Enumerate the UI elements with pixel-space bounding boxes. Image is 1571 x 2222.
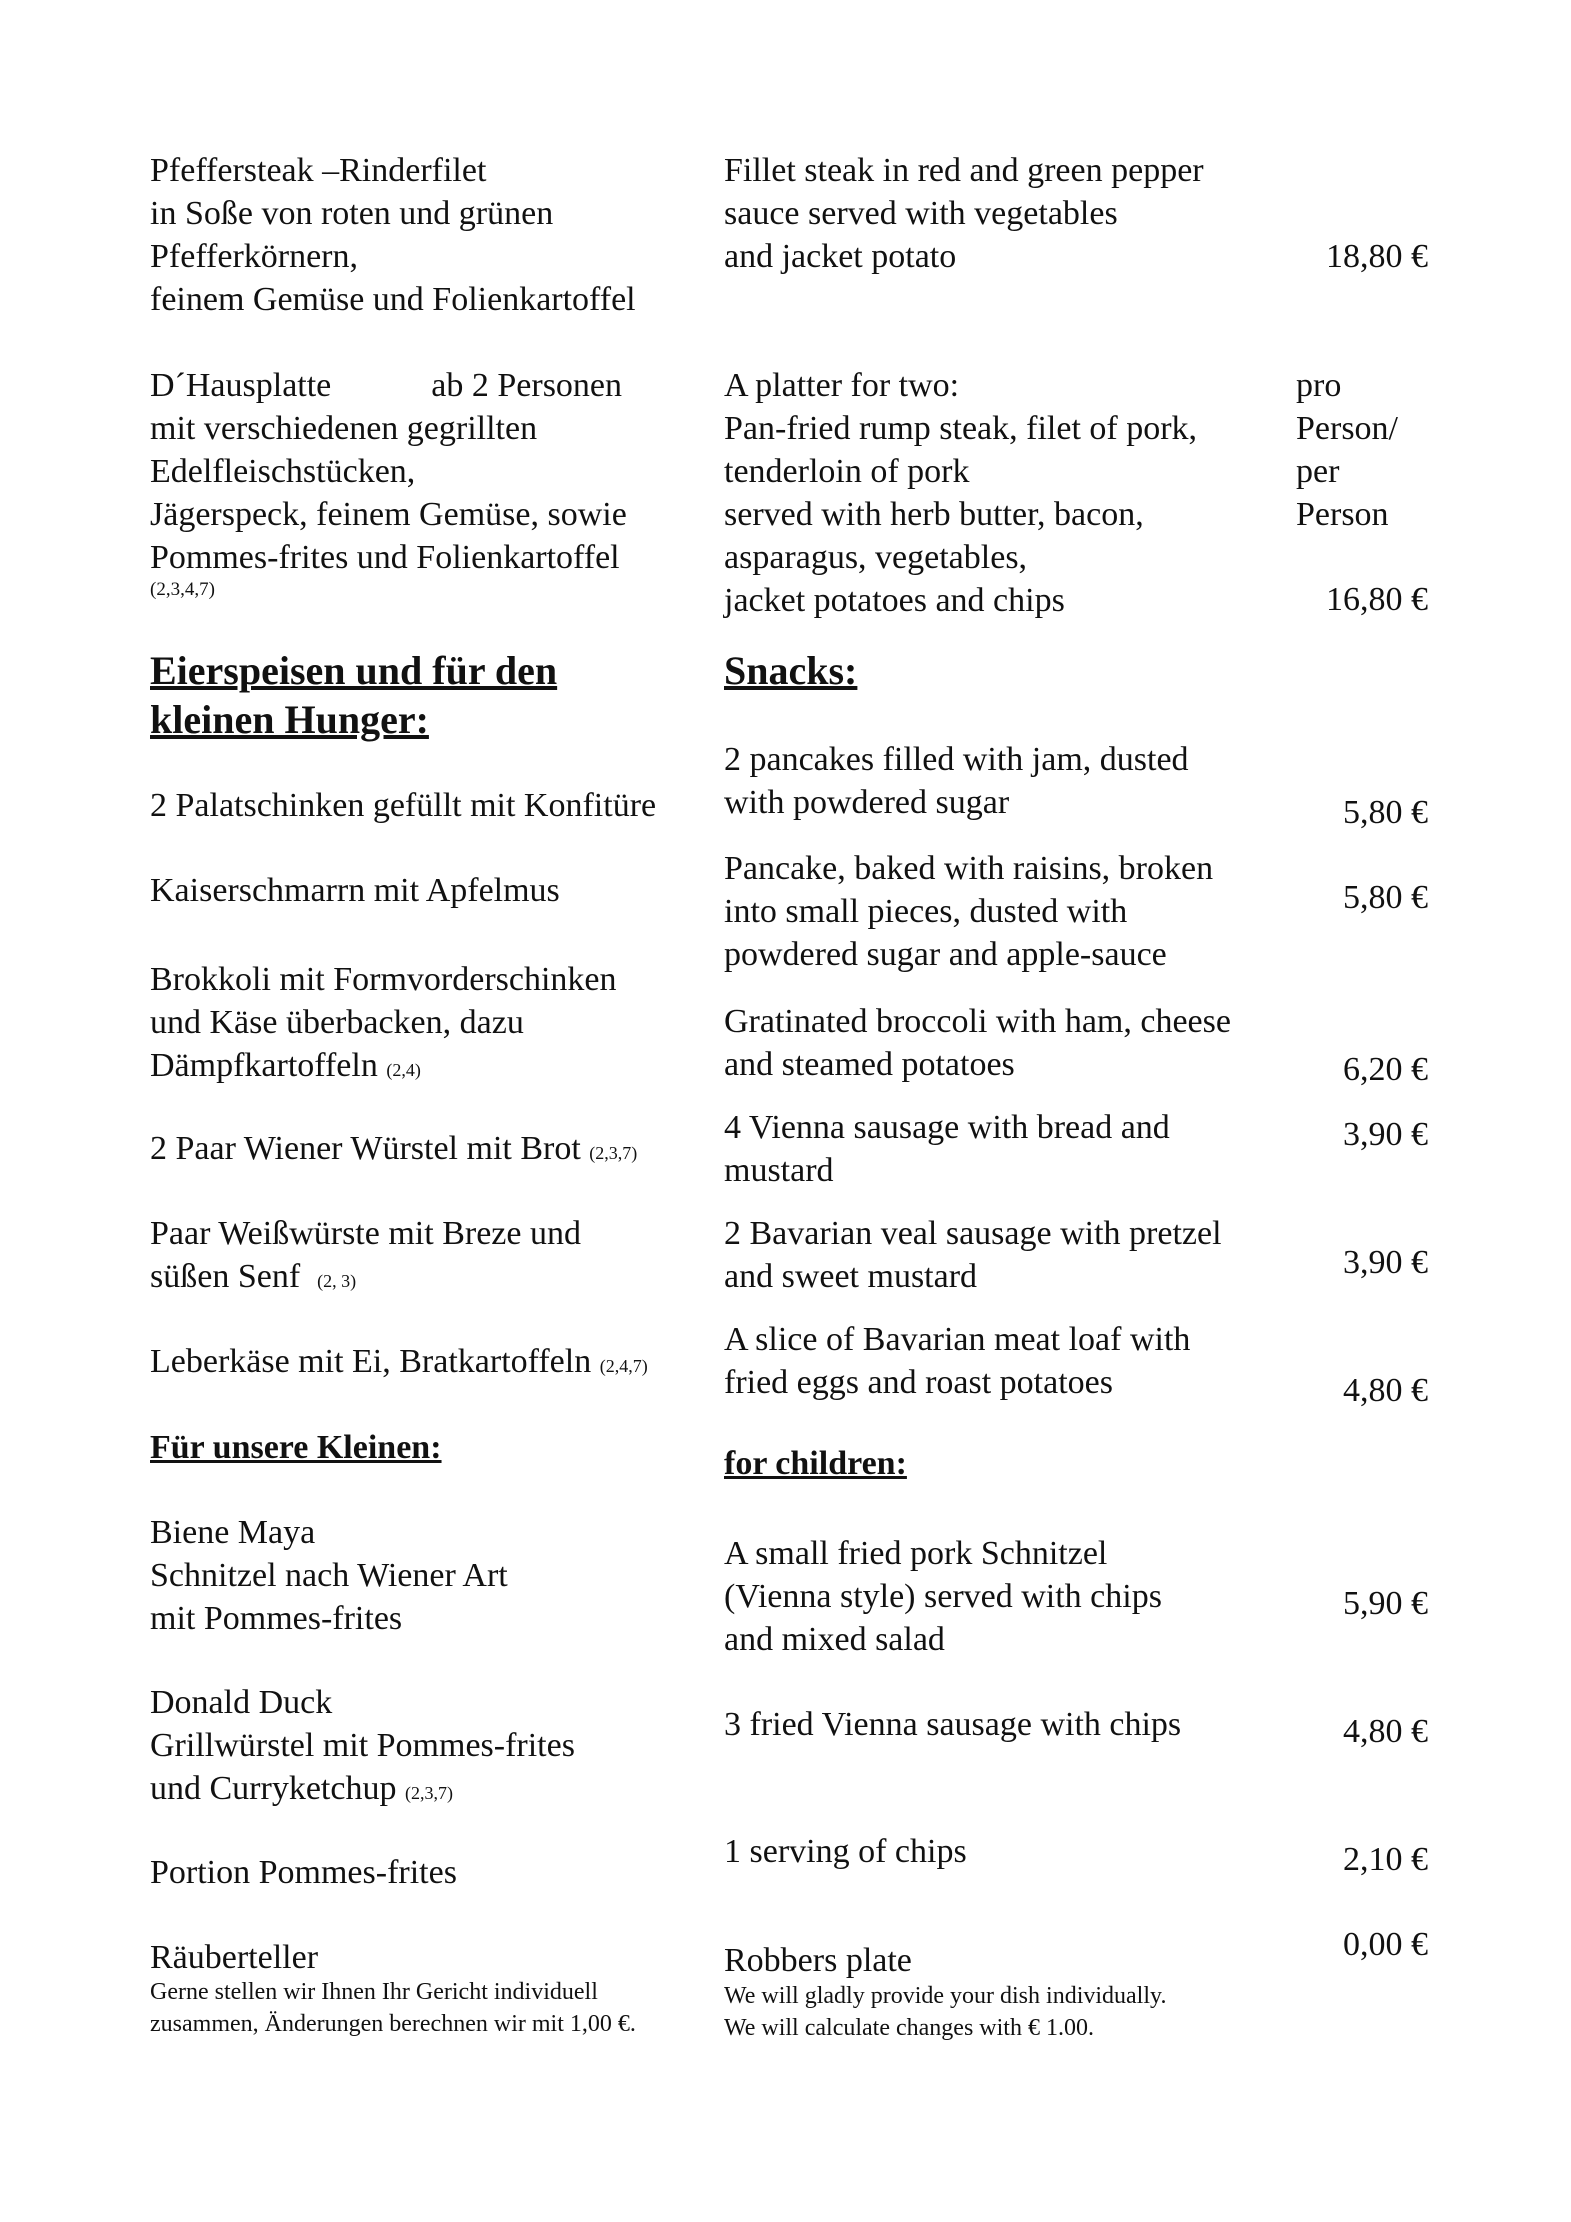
- egg-item-5-price: 3,90 €: [1343, 1244, 1428, 1281]
- kids-item-3-en: 1 serving of chips: [724, 1833, 967, 1870]
- kids-item-1-en: A small fried pork Schnitzel (Vienna style) served with chips and mixed salad: [724, 1535, 1162, 1658]
- egg-item-4-allergen-note: (2,3,7): [589, 1143, 638, 1163]
- egg-item-5-en: 2 Bavarian veal sausage with pretzel and sweet mustard: [724, 1215, 1222, 1295]
- egg-item-6-en: A slice of Bavarian meat loaf with fried eggs and roast potatoes: [724, 1321, 1191, 1401]
- egg-item-6-allergen-note: (2,4,7): [599, 1356, 648, 1376]
- robbers-en-title: Robbers plate: [724, 1942, 912, 1979]
- platter-de-description: D´Hausplatte ab 2 Personen mit verschiedenen gegrillten Edelfleischstücken, Jägerspeck, feinem Gemüse, sowie Pommes-frites und Folienkartoffel: [150, 367, 627, 576]
- egg-item-3-price: 6,20 €: [1343, 1051, 1428, 1088]
- kids-item-3-price: 2,10 €: [1343, 1841, 1428, 1878]
- egg-item-1-de: 2 Palatschinken gefüllt mit Konfitüre: [150, 787, 657, 824]
- platter-en-description: A platter for two: Pan-fried rump steak, filet of pork, tenderloin of pork served with herb butter, bacon, asparagus, vegetables, jacket potatoes and chips: [724, 367, 1198, 619]
- kids-item-2-de: Donald Duck Grillwürstel mit Pommes-frites und Curryketchup (2,3,7): [150, 1684, 575, 1807]
- kids-heading-de: Für unsere Kleinen:: [150, 1429, 442, 1466]
- robbers-en-note: We will gladly provide your dish individually. We will calculate changes with € 1.00.: [724, 1983, 1167, 2041]
- egg-item-4-en: 4 Vienna sausage with bread and mustard: [724, 1109, 1170, 1189]
- egg-item-5-de: Paar Weißwürste mit Breze und süßen Senf (2, 3): [150, 1215, 581, 1295]
- kids-item-2-allergen-note: (2,3,7): [404, 1783, 453, 1803]
- steak-price: 18,80 €: [1326, 238, 1428, 275]
- kids-item-1-price: 5,90 €: [1343, 1585, 1428, 1622]
- egg-item-3-de: Brokkoli mit Formvorderschinken und Käse überbacken, dazu Dämpfkartoffeln (2,4): [150, 961, 617, 1084]
- egg-item-3-allergen-note: (2,4): [386, 1060, 421, 1080]
- steak-en-description: Fillet steak in red and green pepper sauce served with vegetables and jacket potato: [724, 152, 1204, 275]
- platter-allergen-note: (2,3,4,7): [150, 579, 215, 600]
- platter-persons: ab 2 Personen: [431, 367, 623, 404]
- egg-item-4-de: 2 Paar Wiener Würstel mit Brot (2,3,7): [150, 1130, 638, 1167]
- egg-item-2-price: 5,80 €: [1343, 879, 1428, 916]
- kids-item-1-de: Biene Maya Schnitzel nach Wiener Art mit Pommes-frites: [150, 1514, 508, 1637]
- robbers-price: 0,00 €: [1343, 1926, 1428, 1963]
- kids-heading-en: for children:: [724, 1445, 907, 1482]
- egg-item-3-en: Gratinated broccoli with ham, cheese and steamed potatoes: [724, 1003, 1231, 1083]
- kids-item-2-price: 4,80 €: [1343, 1713, 1428, 1750]
- robbers-de-note: Gerne stellen wir Ihnen Ihr Gericht individuell zusammen, Änderungen berechnen wir mit 1,00 €.: [150, 1979, 636, 2037]
- egg-item-6-price: 4,80 €: [1343, 1372, 1428, 1409]
- eggs-heading-de: Eierspeisen und für den kleinen Hunger:: [150, 648, 558, 742]
- egg-item-6-de: Leberkäse mit Ei, Bratkartoffeln (2,4,7): [150, 1343, 648, 1380]
- robbers-de-title: Räuberteller: [150, 1939, 319, 1976]
- platter-title: D´Hausplatte: [150, 367, 332, 404]
- egg-item-1-price: 5,80 €: [1343, 794, 1428, 831]
- kids-item-2-en: 3 fried Vienna sausage with chips: [724, 1706, 1182, 1743]
- steak-de-description: Pfeffersteak –Rinderfilet in Soße von roten und grünen Pfefferkörnern, feinem Gemüse und Folienkartoffel: [150, 152, 636, 318]
- snacks-heading-en: Snacks:: [724, 648, 858, 693]
- platter-price: 16,80 €: [1326, 581, 1428, 618]
- kids-item-3-de: Portion Pommes-frites: [150, 1854, 457, 1891]
- egg-item-5-allergen-note: (2, 3): [317, 1271, 357, 1291]
- egg-item-2-en: Pancake, baked with raisins, broken into small pieces, dusted with powdered sugar and apple-sauce: [724, 850, 1214, 973]
- egg-item-1-en: 2 pancakes filled with jam, dusted with powdered sugar: [724, 741, 1189, 821]
- egg-item-2-de: Kaiserschmarrn mit Apfelmus: [150, 872, 560, 909]
- egg-item-4-price: 3,90 €: [1343, 1116, 1428, 1153]
- platter-unit: pro Person/ per Person: [1296, 367, 1398, 533]
